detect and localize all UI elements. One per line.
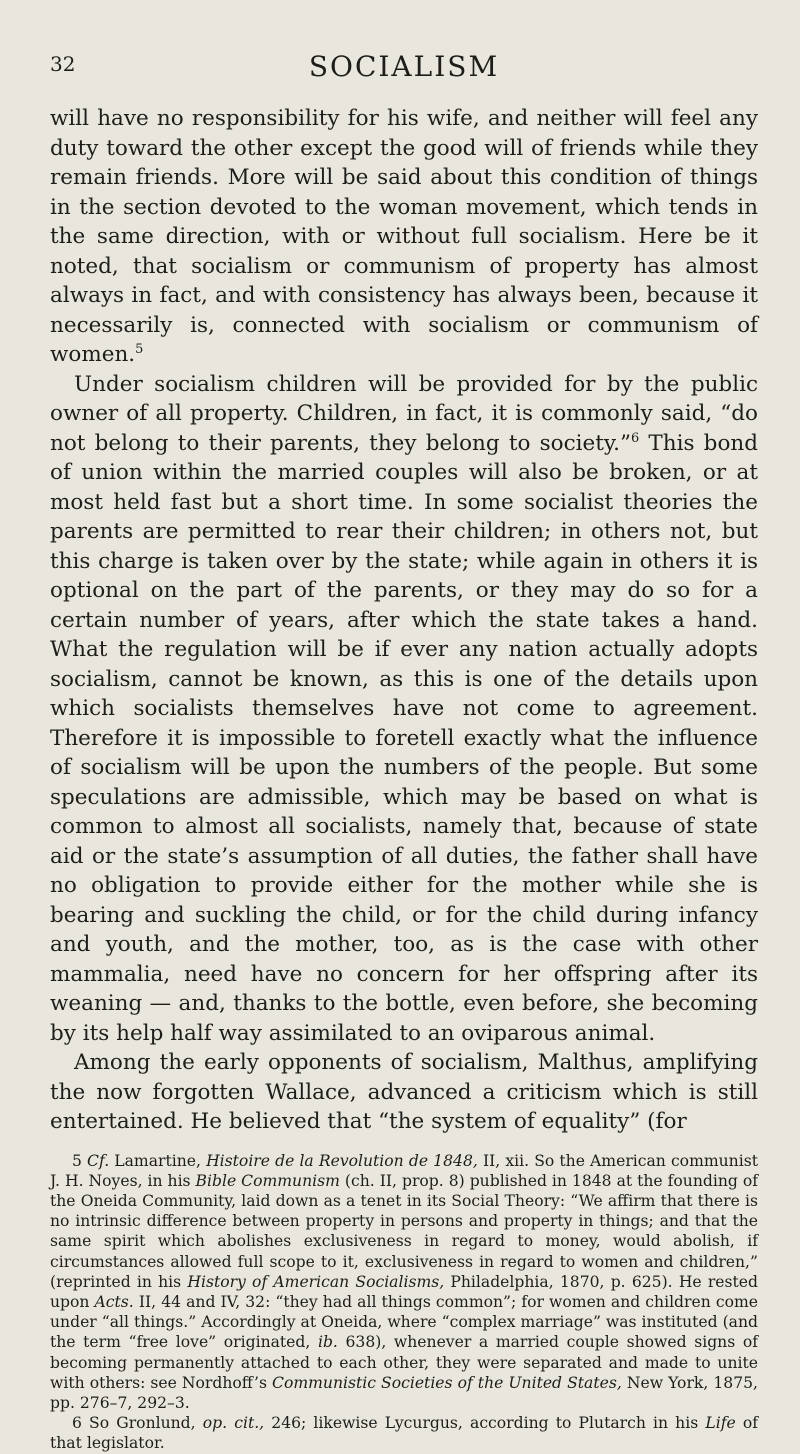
footnote-italic: Histoire de la Revolution de 1848, [206,1151,478,1170]
footnote-text: of that legislator. [50,1414,759,1453]
footnote-text: 246; likewise Lycurgus, according to Plutarch in his [264,1414,706,1433]
footnote-text: New York, 1875, pp. 276–7, 292–3. [50,1373,758,1412]
footnotes [50,1151,758,1454]
footnote-italic: Cf. [87,1151,110,1170]
footnote-italic: Life [705,1414,736,1433]
body-text [50,104,758,1137]
footnote-italic: op. cit., [202,1414,265,1433]
footnote-text: Philadelphia, 1870, p. 625). He rested upon [50,1272,758,1311]
footnote-5 [50,1151,758,1414]
footnote-text: 638), whenever a married couple showed signs of becoming permanently attached to each other, they were separated and made to unite with others: see Nordhoff’s [50,1333,758,1392]
running-head: SOCIALISM [308,50,500,83]
footnote-ref: 6 [631,430,640,446]
footnote-ref: 5 [135,341,144,357]
footnote-text: 6 So Gronlund, [72,1414,203,1433]
page-number: 32 [50,52,76,76]
paragraph-text: Among the early opponents of socialism, Malthus, amplifying the now forgotten Wallace, advanced a criticism which is still entertained. He believed that “the system of equality” (for [50,1050,758,1134]
footnote-text: II, xii. So the American communist J. H. Noyes, in his [50,1151,758,1190]
paragraph-text: will have no responsibility for his wife, and neither will feel any duty toward the other except the good will of friends while they remain friends. More will be said about this condition of things in the section devoted to the woman movement, which tends in the same direction, with or without full socialism. Here be it noted, that socialism or communism of property has almost always in fact, and with consistency has always been, because it necessarily is, connected with socialism or communism of women. [50,106,758,367]
footnote-italic: Communistic Societies of the United States, [272,1373,622,1392]
paragraph [50,1048,758,1137]
paragraph-text: This bond of union within the married couples will also be broken, or at most held fast but a short time. In some socialist theories the parents are permitted to rear their children; in others not, but this charge is taken over by the state; while again in others it is optional on the part of the parents, or they may do so for a certain number of years, after which the state takes a hand. What the regulation will be if ever any nation actually adopts socialism, cannot be known, as this is one of the details upon which socialists themselves have not come to agreement. Therefore it is impossible to foretell exactly what the influence of socialism will be upon the numbers of the people. But some speculations are admissible, which may be based on what is common to almost all socialists, namely that, because of state aid or the state’s assumption of all duties, the father shall have no obligation to provide either for the mother while she is bearing and suckling the child, or for the child during infancy and youth, and the mother, too, as is the case with other mammalia, need have no concern for her offspring after its weaning — and, thanks to the bottle, even before, she becoming by its help half way assimilated to an oviparous animal. [50,430,758,1046]
footnote-italic: Acts. [94,1292,134,1311]
footnote-italic: ib. [317,1333,338,1352]
paragraph [50,370,758,1049]
page-header [50,44,758,84]
footnote-text: Lamartine, [109,1151,207,1170]
footnote-italic: History of American Socialisms, [187,1272,445,1291]
footnote-text: 5 [72,1151,88,1170]
footnote-text: II, 44 and IV, 32: “they had all things common”; for women and children come under “all things.” Accordingly at Oneida, where “complex marriage” was instituted (and the term “free love” originated, [50,1292,758,1352]
footnote-text: (ch. II, prop. 8) published in 1848 at the founding of the Oneida Community, laid down as a tenet in its Social Theory: “We affirm that there is no intrinsic difference between property in persons and property in things; and that the same spirit which abolishes exclusiveness in regard to money, would abolish, if circumstances allowed full scope to it, exclusiveness in regard to women and children,” (reprinted in his [50,1171,759,1291]
paragraph-text: Under socialism children will be provided for by the public owner of all property. Children, in fact, it is commonly said, “do not belong to their parents, they belong to society.” [50,371,758,456]
footnote-6 [50,1413,758,1453]
footnote-italic: Bible Communism [195,1171,340,1190]
paragraph [50,104,758,370]
